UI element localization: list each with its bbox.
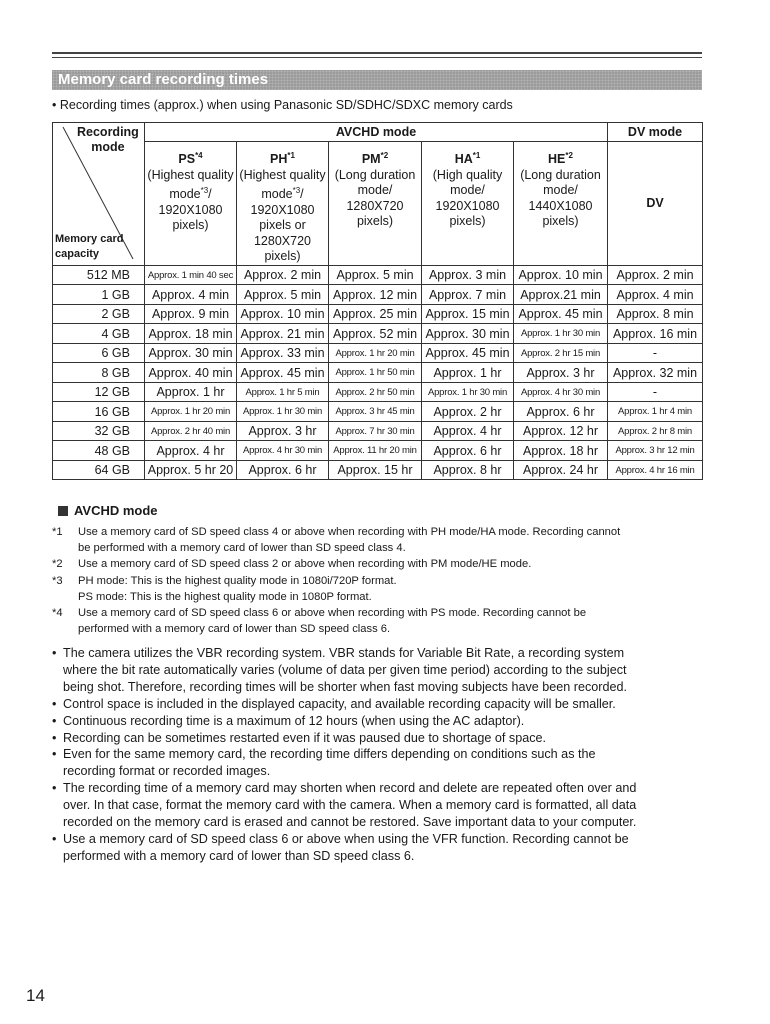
time-cell: Approx. 3 hr	[237, 421, 329, 441]
mode-desc-line: (Highest quality	[239, 167, 326, 182]
mode-desc-line: 1280X720	[253, 233, 311, 248]
time-cell: Approx. 1 hr	[422, 363, 514, 383]
bullet-item	[52, 696, 707, 713]
mode-desc-line: pixels)	[264, 249, 301, 264]
bullet-dot-icon: •	[52, 730, 57, 745]
table-row	[53, 265, 703, 285]
mode-desc-line: mode/	[450, 183, 485, 198]
bullet-line: being shot. Therefore, recording times will be shorter when fast moving subjects have been recorded.	[63, 679, 627, 694]
time-cell: Approx. 4 min	[608, 285, 703, 305]
time-cell: Approx. 1 hr 5 min	[237, 382, 329, 402]
top-rule-2	[52, 57, 702, 58]
time-cell: Approx. 1 hr 30 min	[514, 324, 608, 344]
time-cell: -	[608, 343, 703, 363]
footnote-line: be performed with a memory card of lower than SD speed class 4.	[78, 542, 406, 555]
time-cell: Approx. 15 hr	[329, 460, 422, 480]
time-cell: Approx. 33 min	[237, 343, 329, 363]
footnote-line: Use a memory card of SD speed class 2 or above when recording with PM mode/HE mode.	[78, 558, 532, 571]
time-cell: Approx. 12 hr	[514, 421, 608, 441]
footnote-line: Use a memory card of SD speed class 6 or above when recording with PS mode. Recording cannot be	[78, 607, 587, 620]
time-cell: Approx. 6 hr	[514, 402, 608, 422]
mode-desc-line: (Long duration	[520, 167, 601, 182]
time-cell: Approx. 10 min	[237, 304, 329, 324]
table-row	[53, 460, 703, 480]
mode-desc-line: pixels)	[356, 214, 394, 229]
bullet-item	[52, 645, 707, 696]
time-cell: Approx. 1 hr 20 min	[145, 402, 237, 422]
mode-name: PM$^{*2}$	[361, 151, 389, 167]
time-cell: Approx. 40 min	[145, 363, 237, 383]
time-cell: Approx. 30 min	[145, 343, 237, 363]
footnote-line: PS mode: This is the highest quality mode in 1080P format.	[78, 590, 372, 603]
time-cell: Approx. 10 min	[514, 265, 608, 285]
avchd-heading: AVCHD mode	[58, 503, 158, 518]
time-cell: Approx. 12 min	[329, 285, 422, 305]
mode-desc-line: pixels or	[259, 218, 306, 233]
time-cell: Approx. 5 hr 20	[145, 460, 237, 480]
mode-desc-line: mode$^{*3}$/	[261, 186, 304, 202]
time-cell: Approx. 1 hr 30 min	[237, 402, 329, 422]
bullet-line: The camera utilizes the VBR recording system. VBR stands for Variable Bit Rate, a recording system	[63, 646, 625, 660]
table-row	[53, 343, 703, 363]
mode-desc-line: mode/	[357, 183, 393, 198]
time-cell: Approx. 2 hr 50 min	[329, 382, 422, 402]
time-cell: Approx. 6 hr	[422, 441, 514, 461]
dv-group-header: DV mode	[608, 123, 703, 142]
bullet-item	[52, 730, 707, 747]
table-row	[53, 363, 703, 383]
time-cell: Approx.21 min	[514, 285, 608, 305]
bullet-line: Recording can be sometimes restarted even if it was paused due to shortage of space.	[63, 730, 547, 745]
table-row	[53, 421, 703, 441]
footnote-mark: *3	[52, 574, 63, 587]
bullet-line: The recording time of a memory card may shorten when record and delete are repeated often over and	[63, 781, 637, 796]
time-cell: Approx. 11 hr 20 min	[329, 441, 422, 461]
mode-desc-line: (Highest quality	[147, 167, 234, 182]
recording-times-table	[52, 122, 703, 480]
time-cell: Approx. 1 min 40 sec	[145, 265, 237, 285]
time-cell: Approx. 45 min	[237, 363, 329, 383]
time-cell: Approx. 3 hr 12 min	[608, 441, 703, 461]
section-title: Memory card recording times	[58, 71, 269, 88]
mode-desc-line: mode/	[543, 183, 578, 198]
time-cell: Approx. 9 min	[145, 304, 237, 324]
time-cell: Approx. 7 min	[422, 285, 514, 305]
section-title-bar	[52, 70, 702, 90]
mode-name: PS$^{*4}$	[178, 151, 203, 167]
mode-name: PH$^{*1}$	[270, 151, 295, 167]
time-cell: Approx. 3 min	[422, 265, 514, 285]
mode-desc-line: 1440X1080	[528, 198, 593, 213]
capacity-cell: 1 GB	[53, 285, 145, 305]
time-cell: Approx. 1 hr 50 min	[329, 363, 422, 383]
capacity-cell: 16 GB	[53, 402, 145, 422]
time-cell: Approx. 1 hr 20 min	[329, 343, 422, 363]
avchd-group-header: AVCHD mode	[145, 123, 608, 142]
time-cell: Approx. 1 hr 4 min	[608, 402, 703, 422]
capacity-cell: 4 GB	[53, 324, 145, 344]
time-cell: Approx. 24 hr	[514, 460, 608, 480]
bullet-item	[52, 746, 707, 780]
time-cell: Approx. 4 min	[145, 285, 237, 305]
time-cell: Approx. 5 min	[237, 285, 329, 305]
mode-desc-line: pixels)	[172, 218, 209, 233]
mode-desc-line: pixels)	[542, 214, 579, 229]
mode-desc-line: mode$^{*3}$/	[169, 186, 212, 202]
time-cell: Approx. 4 hr 30 min	[237, 441, 329, 461]
time-cell: Approx. 52 min	[329, 324, 422, 344]
footnote	[52, 605, 707, 637]
page-number: 14	[26, 986, 45, 1005]
mode-header-pm	[329, 142, 422, 266]
corner-recording-mode: Recording mode	[77, 125, 139, 154]
bullet-line: recording format or recorded images.	[63, 764, 271, 779]
time-cell: Approx. 1 hr	[145, 382, 237, 402]
bullet-dot-icon: •	[52, 781, 57, 796]
time-cell: Approx. 3 hr	[514, 363, 608, 383]
time-cell: Approx. 25 min	[329, 304, 422, 324]
square-bullet-icon	[58, 506, 68, 516]
footnote	[52, 573, 707, 605]
time-cell: Approx. 21 min	[237, 324, 329, 344]
capacity-cell: 6 GB	[53, 343, 145, 363]
bullet-line: performed with a memory card of lower than SD speed class 6.	[63, 848, 415, 863]
time-cell: Approx. 18 hr	[514, 441, 608, 461]
footnote-mark: *4	[52, 607, 63, 620]
bullet-item	[52, 831, 707, 865]
top-rule	[52, 52, 702, 54]
time-cell: Approx. 4 hr 30 min	[514, 382, 608, 402]
time-cell: Approx. 5 min	[329, 265, 422, 285]
time-cell: Approx. 32 min	[608, 363, 703, 383]
footnote-line: performed with a memory card of lower than SD speed class 6.	[78, 623, 391, 636]
time-cell: Approx. 2 hr	[422, 402, 514, 422]
table-row	[53, 382, 703, 402]
footnote-line: Use a memory card of SD speed class 4 or above when recording with PH mode/HA mode. Recording cannot	[78, 526, 621, 538]
time-cell: Approx. 6 hr	[237, 460, 329, 480]
time-cell: Approx. 4 hr	[422, 421, 514, 441]
time-cell: Approx. 3 hr 45 min	[329, 402, 422, 422]
bullet-line: recorded on the memory card is erased and cannot be restored. Save important data to your computer.	[63, 815, 637, 830]
mode-desc-line: 1280X720	[346, 198, 404, 213]
time-cell: Approx. 2 min	[608, 265, 703, 285]
bullet-dot-icon: •	[52, 713, 57, 728]
time-cell: Approx. 18 min	[145, 324, 237, 344]
intro-text: Recording times (approx.) when using Panasonic SD/SDHC/SDXC memory cards	[59, 98, 513, 112]
bullet-notes	[52, 645, 707, 865]
capacity-cell: 8 GB	[53, 363, 145, 383]
time-cell: Approx. 1 hr 30 min	[422, 382, 514, 402]
corner-header	[53, 123, 145, 266]
capacity-cell: 48 GB	[53, 441, 145, 461]
time-cell: Approx. 15 min	[422, 304, 514, 324]
time-cell: Approx. 7 hr 30 min	[329, 421, 422, 441]
table-row	[53, 402, 703, 422]
footnote-line: PH mode: This is the highest quality mode in 1080i/720P format.	[78, 574, 397, 587]
footnote-mark: *1	[52, 526, 63, 538]
corner-card-capacity: Memory card capacity	[55, 233, 124, 260]
mode-header-ph	[237, 142, 329, 266]
mode-name: HA$^{*1}$	[454, 151, 481, 167]
capacity-cell: 512 MB	[53, 265, 145, 285]
bullet-line: Use a memory card of SD speed class 6 or above when using the VFR function. Recording cannot be	[63, 831, 629, 846]
time-cell: Approx. 4 hr 16 min	[608, 460, 703, 480]
mode-header-he	[514, 142, 608, 266]
time-cell: Approx. 45 min	[514, 304, 608, 324]
table-row	[53, 285, 703, 305]
footnote	[52, 556, 707, 572]
table-row	[53, 441, 703, 461]
time-cell: Approx. 2 hr 8 min	[608, 421, 703, 441]
mode-desc-line: (High quality	[432, 167, 503, 182]
mode-desc-line: 1920X1080	[435, 198, 500, 213]
bullet-dot-icon: •	[52, 696, 57, 711]
footnotes	[52, 524, 707, 637]
time-cell: -	[608, 382, 703, 402]
bullet-item	[52, 780, 707, 831]
capacity-cell: 12 GB	[53, 382, 145, 402]
mode-desc-line: 1920X1080	[250, 202, 315, 217]
mode-desc-line: pixels)	[449, 214, 486, 229]
mode-header-ha	[422, 142, 514, 266]
bullet-line: Even for the same memory card, the recording time differs depending on conditions such as the	[63, 747, 596, 762]
time-cell: Approx. 30 min	[422, 324, 514, 344]
time-cell: Approx. 16 min	[608, 324, 703, 344]
mode-header-dv: DV	[608, 142, 703, 266]
mode-desc-line: 1920X1080	[158, 202, 223, 217]
time-cell: Approx. 2 hr 40 min	[145, 421, 237, 441]
time-cell: Approx. 2 min	[237, 265, 329, 285]
bullet-line: over. In that case, format the memory card with the camera. When a memory card is formatted, all data	[63, 798, 637, 813]
mode-desc-line: (Long duration	[334, 167, 416, 182]
bullet-line: Control space is included in the displayed capacity, and available recording capacity will be smaller.	[63, 696, 616, 711]
intro-line: • Recording times (approx.) when using Panasonic SD/SDHC/SDXC memory cards	[52, 98, 513, 112]
bullet-item	[52, 713, 707, 730]
bullet-line: where the bit rate automatically varies (volume of data per given time period) according to the subject	[63, 662, 627, 677]
footnote	[52, 524, 707, 556]
time-cell: Approx. 8 hr	[422, 460, 514, 480]
mode-header-ps	[145, 142, 237, 266]
bullet-dot-icon: •	[52, 646, 57, 660]
footnote-mark: *2	[52, 558, 63, 571]
table-row	[53, 304, 703, 324]
time-cell: Approx. 45 min	[422, 343, 514, 363]
table-row	[53, 324, 703, 344]
bullet-dot-icon: •	[52, 831, 57, 846]
time-cell: Approx. 8 min	[608, 304, 703, 324]
time-cell: Approx. 4 hr	[145, 441, 237, 461]
bullet-line: Continuous recording time is a maximum of 12 hours (when using the AC adaptor).	[63, 713, 525, 728]
capacity-cell: 64 GB	[53, 460, 145, 480]
time-cell: Approx. 2 hr 15 min	[514, 343, 608, 363]
capacity-cell: 32 GB	[53, 421, 145, 441]
mode-name: HE$^{*2}$	[548, 151, 573, 167]
bullet-dot-icon: •	[52, 747, 57, 762]
capacity-cell: 2 GB	[53, 304, 145, 324]
